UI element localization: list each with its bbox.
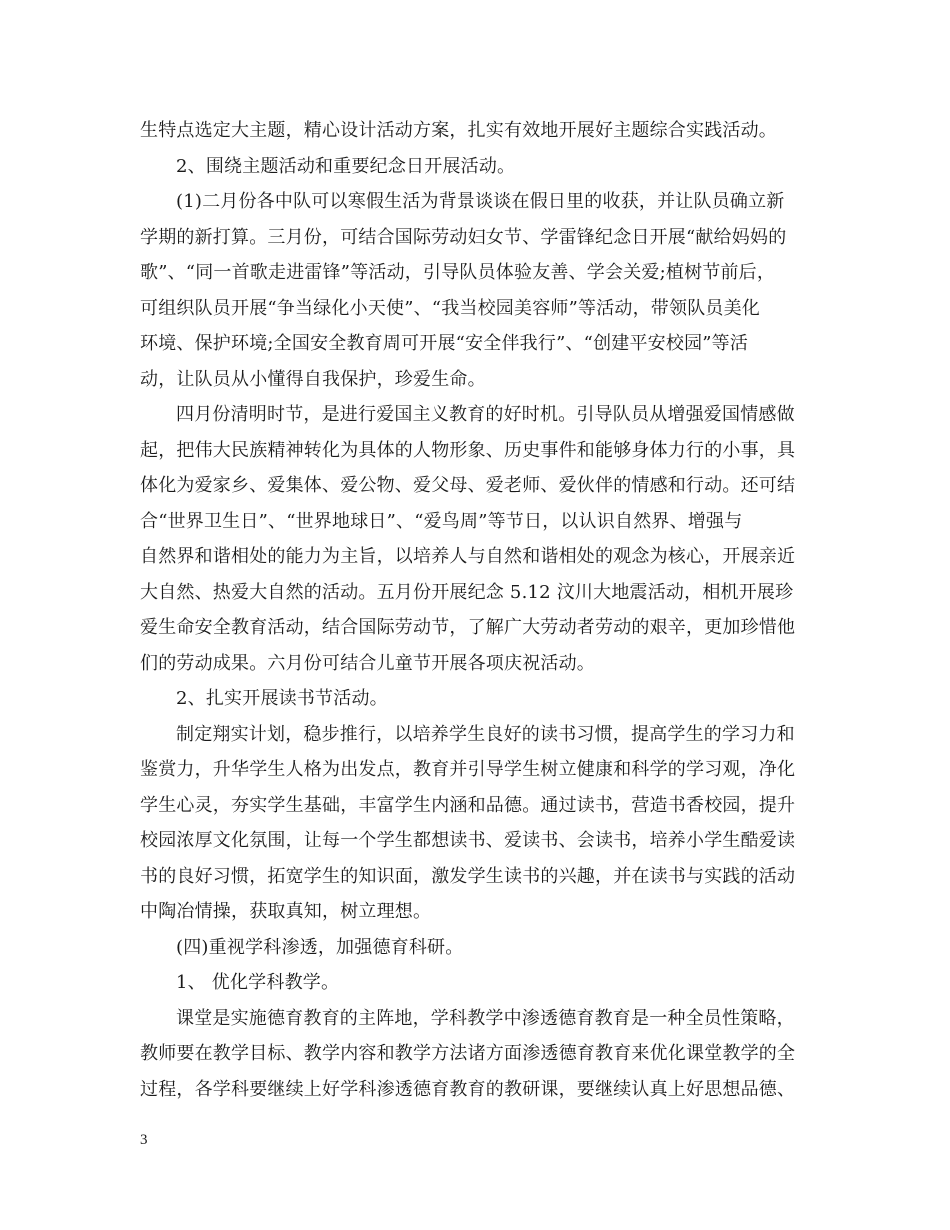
- text-line: 学生心灵，夯实学生基础，丰富学生内涵和品德。通过读书，营造书香校园，提升: [140, 794, 796, 816]
- text-line: 生特点选定大主题，精心设计活动方案，扎实有效地开展好主题综合实践活动。: [140, 120, 777, 141]
- text-line: 自然界和谐相处的能力为主旨，以培养人与自然和谐相处的观念为核心，开展亲近: [140, 546, 796, 567]
- text-line: 书的良好习惯，拓宽学生的知识面，激发学生读书的兴趣，并在读书与实践的活动: [140, 865, 796, 887]
- text-line: 爱生命安全教育活动，结合国际劳动节，了解广大劳动者劳动的艰辛，更加珍惜他: [140, 617, 796, 638]
- text-line: (四)重视学科渗透，加强德育科研。: [176, 936, 464, 958]
- text-line: 动，让队员从小懂得自我保护，珍爱生命。: [140, 368, 486, 390]
- text-line: 合“世界卫生日”、“世界地球日”、“爱鸟周”等节日，以认识自然界、增强与: [140, 510, 743, 532]
- text-line: 们的劳动成果。六月份可结合儿童节开展各项庆祝活动。: [140, 652, 595, 674]
- text-line: 2、围绕主题活动和重要纪念日开展活动。: [176, 155, 516, 177]
- text-line: 1、 优化学科教学。: [176, 972, 340, 993]
- text-line: 环境、保护环境;全国安全教育周可开展“安全伴我行”、“创建平安校园”等活: [140, 333, 749, 354]
- text-line: 中陶冶情操，获取真知，树立理想。: [140, 901, 432, 922]
- text-line: 校园浓厚文化氛围，让每一个学生都想读书、爱读书、会读书，培养小学生酷爱读: [140, 830, 796, 851]
- page-number: 3: [140, 1132, 148, 1148]
- document-body: [140, 113, 820, 1107]
- text-line: 可组织队员开展“争当绿化小天使”、“我当校园美容师”等活动，带领队员美化: [140, 297, 761, 319]
- text-line: 四月份清明时节，是进行爱国主义教育的好时机。引导队员从增强爱国情感做: [176, 404, 795, 425]
- text-line: 课堂是实施德育教育的主阵地，学科教学中渗透德育教育是一种全员性策略，: [176, 1007, 795, 1029]
- text-line: 大自然、热爱大自然的活动。五月份开展纪念 5.12 汶川大地震活动，相机开展珍: [140, 581, 794, 603]
- text-line: 制定翔实计划，稳步推行，以培养学生良好的读书习惯，提高学生的学习力和: [176, 723, 795, 745]
- text-line: 鉴赏力，升华学生人格为出发点，教育并引导学生树立健康和科学的学习观，净化: [140, 759, 796, 780]
- text-line: 起，把伟大民族精神转化为具体的人物形象、历史事件和能够身体力行的小事，具: [140, 439, 796, 461]
- text-line: 2、扎实开展读书节活动。: [176, 688, 388, 709]
- text-line: 过程，各学科要继续上好学科渗透德育教育的教研课，要继续认真上好思想品德、: [140, 1078, 796, 1100]
- text-line: 体化为爱家乡、爱集体、爱公物、爱父母、爱老师、爱伙伴的情感和行动。还可结: [140, 475, 796, 496]
- text-line: (1)二月份各中队可以寒假生活为背景谈谈在假日里的收获，并让队员确立新: [176, 191, 785, 212]
- text-line: 歌”、“同一首歌走进雷锋”等活动，引导队员体验友善、学会关爱;植树节前后，: [140, 262, 776, 283]
- text-line: 学期的新打算。三月份，可结合国际劳动妇女节、学雷锋纪念日开展“献给妈妈的: [140, 226, 787, 248]
- text-line: 教师要在教学目标、教学内容和教学方法诸方面渗透德育教育来优化课堂教学的全: [140, 1043, 796, 1064]
